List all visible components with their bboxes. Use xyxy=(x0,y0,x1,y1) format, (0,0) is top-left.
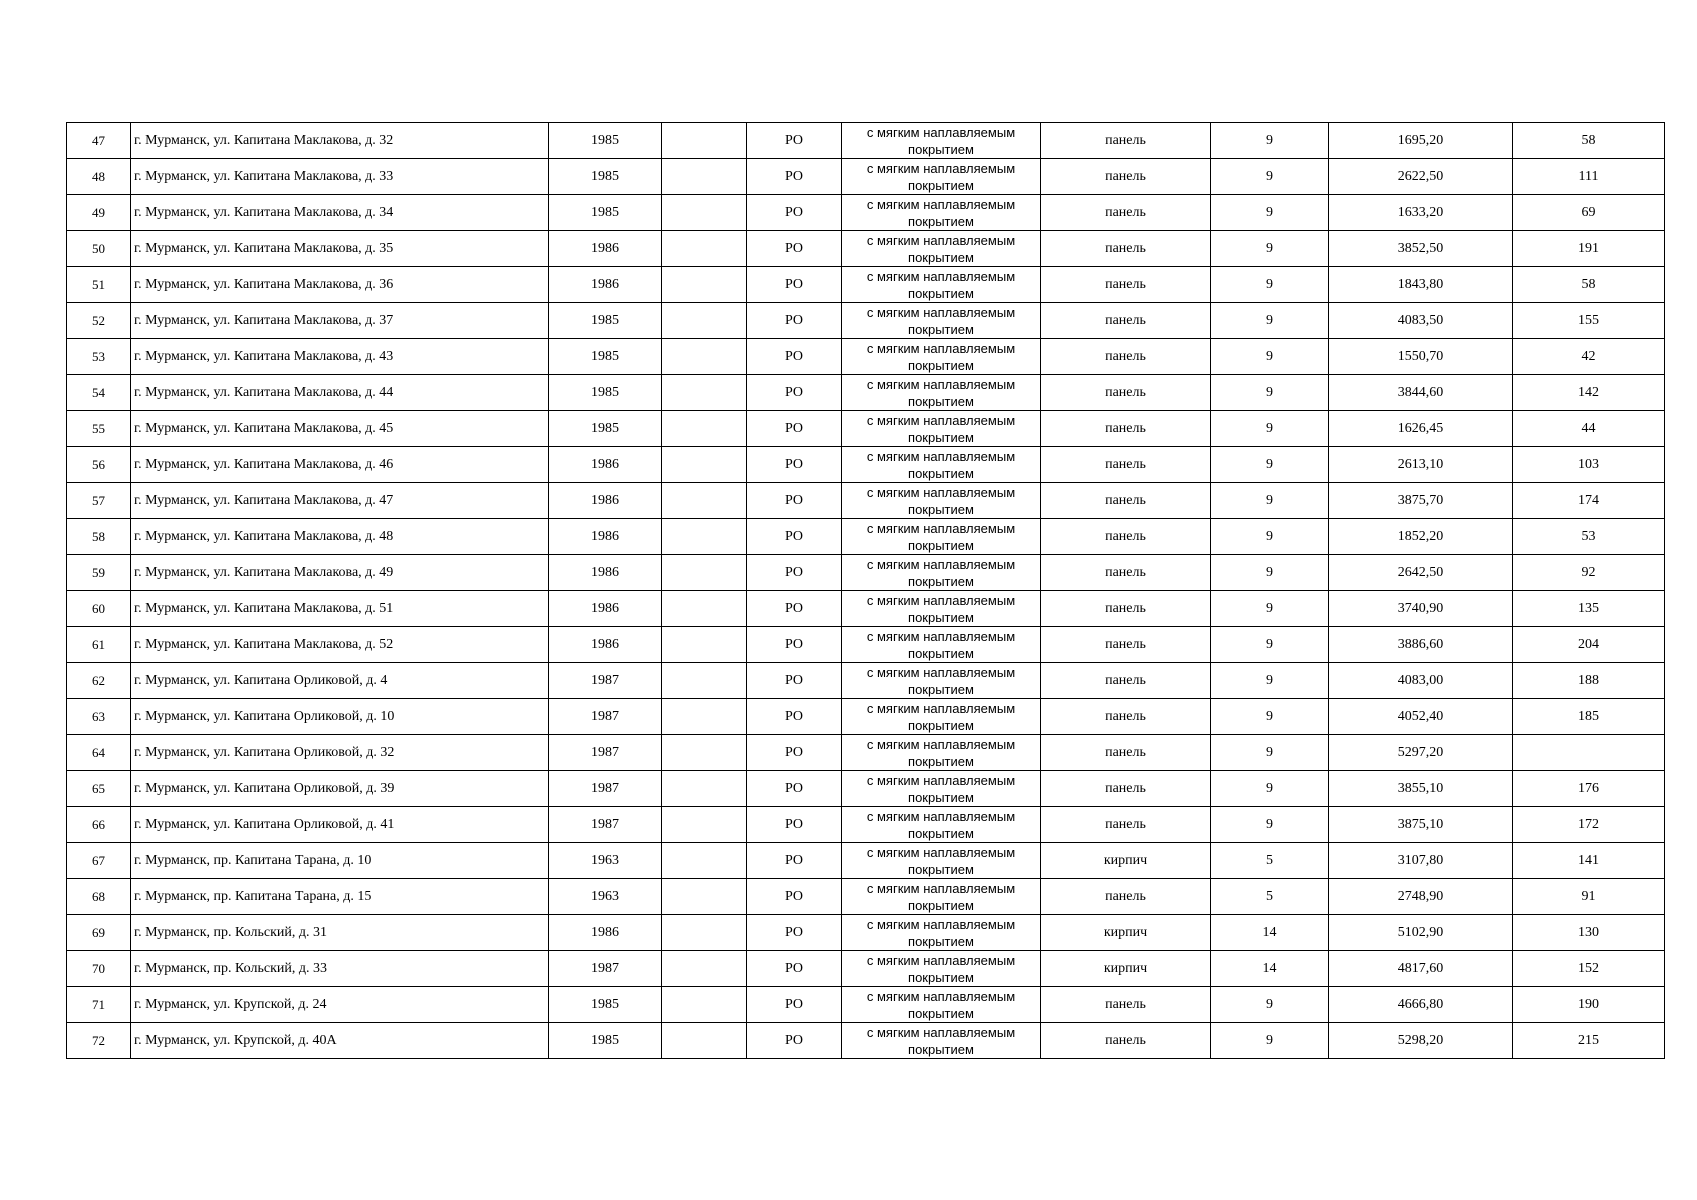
residents-cell: 204 xyxy=(1513,627,1665,663)
floors-cell: 14 xyxy=(1211,951,1329,987)
residents-cell: 53 xyxy=(1513,519,1665,555)
area-cell: 2622,50 xyxy=(1329,159,1513,195)
table-row xyxy=(67,951,1665,987)
fund-code-cell: РО xyxy=(747,627,842,663)
floors-cell: 14 xyxy=(1211,915,1329,951)
address-cell: г. Мурманск, пр. Кольский, д. 31 xyxy=(131,915,549,951)
residents-cell: 176 xyxy=(1513,771,1665,807)
wall-material-cell: панель xyxy=(1041,735,1211,771)
wall-material-cell: панель xyxy=(1041,771,1211,807)
area-cell: 3886,60 xyxy=(1329,627,1513,663)
floors-cell: 9 xyxy=(1211,267,1329,303)
area-cell: 3855,10 xyxy=(1329,771,1513,807)
year-built-cell: 1985 xyxy=(549,159,662,195)
wall-material-cell: панель xyxy=(1041,879,1211,915)
roof-type-cell: с мягким наплавляемым покрытием xyxy=(842,447,1041,483)
floors-cell: 9 xyxy=(1211,1023,1329,1059)
address-cell: г. Мурманск, ул. Капитана Орликовой, д. 4 xyxy=(131,663,549,699)
residents-cell: 142 xyxy=(1513,375,1665,411)
row-number-cell: 58 xyxy=(67,519,131,555)
residents-cell: 91 xyxy=(1513,879,1665,915)
year-built-cell: 1985 xyxy=(549,1023,662,1059)
empty-cell xyxy=(662,879,747,915)
year-built-cell: 1985 xyxy=(549,123,662,159)
residents-cell: 185 xyxy=(1513,699,1665,735)
empty-cell xyxy=(662,807,747,843)
year-built-cell: 1986 xyxy=(549,483,662,519)
wall-material-cell: панель xyxy=(1041,447,1211,483)
floors-cell: 9 xyxy=(1211,123,1329,159)
roof-type-cell: с мягким наплавляемым покрытием xyxy=(842,987,1041,1023)
year-built-cell: 1986 xyxy=(549,555,662,591)
table-row xyxy=(67,483,1665,519)
floors-cell: 9 xyxy=(1211,627,1329,663)
area-cell: 4083,00 xyxy=(1329,663,1513,699)
address-cell: г. Мурманск, ул. Капитана Маклакова, д. 45 xyxy=(131,411,549,447)
wall-material-cell: панель xyxy=(1041,159,1211,195)
address-cell: г. Мурманск, ул. Капитана Маклакова, д. 32 xyxy=(131,123,549,159)
fund-code-cell: РО xyxy=(747,159,842,195)
address-cell: г. Мурманск, ул. Капитана Маклакова, д. 52 xyxy=(131,627,549,663)
fund-code-cell: РО xyxy=(747,951,842,987)
wall-material-cell: панель xyxy=(1041,987,1211,1023)
residents-cell: 103 xyxy=(1513,447,1665,483)
table-row xyxy=(67,303,1665,339)
wall-material-cell: панель xyxy=(1041,195,1211,231)
empty-cell xyxy=(662,447,747,483)
address-cell: г. Мурманск, ул. Капитана Маклакова, д. 47 xyxy=(131,483,549,519)
area-cell: 3852,50 xyxy=(1329,231,1513,267)
year-built-cell: 1985 xyxy=(549,375,662,411)
year-built-cell: 1986 xyxy=(549,267,662,303)
residents-cell: 130 xyxy=(1513,915,1665,951)
residents-cell: 58 xyxy=(1513,267,1665,303)
roof-type-cell: с мягким наплавляемым покрытием xyxy=(842,411,1041,447)
fund-code-cell: РО xyxy=(747,699,842,735)
year-built-cell: 1987 xyxy=(549,699,662,735)
roof-type-cell: с мягким наплавляемым покрытием xyxy=(842,375,1041,411)
address-cell: г. Мурманск, ул. Капитана Маклакова, д. 51 xyxy=(131,591,549,627)
address-cell: г. Мурманск, пр. Капитана Тарана, д. 10 xyxy=(131,843,549,879)
empty-cell xyxy=(662,951,747,987)
empty-cell xyxy=(662,843,747,879)
year-built-cell: 1987 xyxy=(549,951,662,987)
fund-code-cell: РО xyxy=(747,555,842,591)
roof-type-cell: с мягким наплавляемым покрытием xyxy=(842,303,1041,339)
roof-type-cell: с мягким наплавляемым покрытием xyxy=(842,951,1041,987)
table-row xyxy=(67,591,1665,627)
floors-cell: 9 xyxy=(1211,483,1329,519)
fund-code-cell: РО xyxy=(747,195,842,231)
table-row xyxy=(67,699,1665,735)
floors-cell: 9 xyxy=(1211,447,1329,483)
fund-code-cell: РО xyxy=(747,483,842,519)
empty-cell xyxy=(662,555,747,591)
fund-code-cell: РО xyxy=(747,735,842,771)
address-cell: г. Мурманск, ул. Капитана Орликовой, д. 32 xyxy=(131,735,549,771)
floors-cell: 9 xyxy=(1211,555,1329,591)
fund-code-cell: РО xyxy=(747,267,842,303)
row-number-cell: 65 xyxy=(67,771,131,807)
wall-material-cell: панель xyxy=(1041,303,1211,339)
floors-cell: 9 xyxy=(1211,591,1329,627)
table-row xyxy=(67,267,1665,303)
wall-material-cell: панель xyxy=(1041,375,1211,411)
roof-type-cell: с мягким наплавляемым покрытием xyxy=(842,483,1041,519)
table-row xyxy=(67,339,1665,375)
row-number-cell: 55 xyxy=(67,411,131,447)
roof-type-cell: с мягким наплавляемым покрытием xyxy=(842,231,1041,267)
wall-material-cell: панель xyxy=(1041,663,1211,699)
wall-material-cell: панель xyxy=(1041,411,1211,447)
wall-material-cell: панель xyxy=(1041,1023,1211,1059)
empty-cell xyxy=(662,123,747,159)
row-number-cell: 70 xyxy=(67,951,131,987)
area-cell: 2642,50 xyxy=(1329,555,1513,591)
floors-cell: 9 xyxy=(1211,231,1329,267)
empty-cell xyxy=(662,771,747,807)
area-cell: 1626,45 xyxy=(1329,411,1513,447)
row-number-cell: 54 xyxy=(67,375,131,411)
floors-cell: 9 xyxy=(1211,699,1329,735)
floors-cell: 9 xyxy=(1211,411,1329,447)
year-built-cell: 1986 xyxy=(549,519,662,555)
area-cell: 1843,80 xyxy=(1329,267,1513,303)
row-number-cell: 48 xyxy=(67,159,131,195)
address-cell: г. Мурманск, ул. Капитана Маклакова, д. 37 xyxy=(131,303,549,339)
area-cell: 3107,80 xyxy=(1329,843,1513,879)
address-cell: г. Мурманск, ул. Капитана Маклакова, д. 44 xyxy=(131,375,549,411)
roof-type-cell: с мягким наплавляемым покрытием xyxy=(842,555,1041,591)
table-row xyxy=(67,627,1665,663)
roof-type-cell: с мягким наплавляемым покрытием xyxy=(842,591,1041,627)
table-row xyxy=(67,807,1665,843)
wall-material-cell: панель xyxy=(1041,123,1211,159)
table-row xyxy=(67,159,1665,195)
residents-cell: 188 xyxy=(1513,663,1665,699)
roof-type-cell: с мягким наплавляемым покрытием xyxy=(842,123,1041,159)
empty-cell xyxy=(662,627,747,663)
residents-cell: 44 xyxy=(1513,411,1665,447)
year-built-cell: 1986 xyxy=(549,915,662,951)
empty-cell xyxy=(662,375,747,411)
table-row xyxy=(67,555,1665,591)
row-number-cell: 71 xyxy=(67,987,131,1023)
floors-cell: 9 xyxy=(1211,195,1329,231)
area-cell: 4666,80 xyxy=(1329,987,1513,1023)
fund-code-cell: РО xyxy=(747,231,842,267)
residents-cell: 135 xyxy=(1513,591,1665,627)
area-cell: 2748,90 xyxy=(1329,879,1513,915)
row-number-cell: 62 xyxy=(67,663,131,699)
area-cell: 3844,60 xyxy=(1329,375,1513,411)
table-row xyxy=(67,1023,1665,1059)
fund-code-cell: РО xyxy=(747,843,842,879)
address-cell: г. Мурманск, ул. Капитана Маклакова, д. 46 xyxy=(131,447,549,483)
row-number-cell: 51 xyxy=(67,267,131,303)
empty-cell xyxy=(662,735,747,771)
row-number-cell: 52 xyxy=(67,303,131,339)
fund-code-cell: РО xyxy=(747,447,842,483)
roof-type-cell: с мягким наплавляемым покрытием xyxy=(842,843,1041,879)
address-cell: г. Мурманск, ул. Крупской, д. 40А xyxy=(131,1023,549,1059)
empty-cell xyxy=(662,987,747,1023)
table-body xyxy=(67,123,1665,1059)
roof-type-cell: с мягким наплавляемым покрытием xyxy=(842,1023,1041,1059)
residents-cell: 42 xyxy=(1513,339,1665,375)
empty-cell xyxy=(662,699,747,735)
year-built-cell: 1986 xyxy=(549,627,662,663)
residents-cell: 155 xyxy=(1513,303,1665,339)
fund-code-cell: РО xyxy=(747,591,842,627)
table-row xyxy=(67,663,1665,699)
roof-type-cell: с мягким наплавляемым покрытием xyxy=(842,519,1041,555)
row-number-cell: 67 xyxy=(67,843,131,879)
roof-type-cell: с мягким наплавляемым покрытием xyxy=(842,339,1041,375)
wall-material-cell: кирпич xyxy=(1041,843,1211,879)
row-number-cell: 49 xyxy=(67,195,131,231)
roof-type-cell: с мягким наплавляемым покрытием xyxy=(842,267,1041,303)
table-row xyxy=(67,447,1665,483)
empty-cell xyxy=(662,159,747,195)
wall-material-cell: панель xyxy=(1041,807,1211,843)
empty-cell xyxy=(662,195,747,231)
address-cell: г. Мурманск, пр. Кольский, д. 33 xyxy=(131,951,549,987)
residents-cell: 215 xyxy=(1513,1023,1665,1059)
floors-cell: 9 xyxy=(1211,303,1329,339)
row-number-cell: 69 xyxy=(67,915,131,951)
residents-cell: 172 xyxy=(1513,807,1665,843)
fund-code-cell: РО xyxy=(747,1023,842,1059)
year-built-cell: 1985 xyxy=(549,339,662,375)
wall-material-cell: панель xyxy=(1041,483,1211,519)
area-cell: 5297,20 xyxy=(1329,735,1513,771)
residents-cell: 111 xyxy=(1513,159,1665,195)
housing-registry-table xyxy=(66,122,1665,1059)
year-built-cell: 1987 xyxy=(549,663,662,699)
residents-cell: 174 xyxy=(1513,483,1665,519)
row-number-cell: 68 xyxy=(67,879,131,915)
fund-code-cell: РО xyxy=(747,915,842,951)
wall-material-cell: панель xyxy=(1041,339,1211,375)
row-number-cell: 53 xyxy=(67,339,131,375)
roof-type-cell: с мягким наплавляемым покрытием xyxy=(842,879,1041,915)
residents-cell: 152 xyxy=(1513,951,1665,987)
floors-cell: 5 xyxy=(1211,879,1329,915)
area-cell: 1550,70 xyxy=(1329,339,1513,375)
floors-cell: 9 xyxy=(1211,339,1329,375)
table-row xyxy=(67,987,1665,1023)
year-built-cell: 1985 xyxy=(549,303,662,339)
address-cell: г. Мурманск, ул. Капитана Орликовой, д. 39 xyxy=(131,771,549,807)
fund-code-cell: РО xyxy=(747,879,842,915)
floors-cell: 9 xyxy=(1211,663,1329,699)
year-built-cell: 1986 xyxy=(549,591,662,627)
address-cell: г. Мурманск, ул. Капитана Маклакова, д. 33 xyxy=(131,159,549,195)
row-number-cell: 66 xyxy=(67,807,131,843)
wall-material-cell: панель xyxy=(1041,519,1211,555)
row-number-cell: 64 xyxy=(67,735,131,771)
floors-cell: 9 xyxy=(1211,987,1329,1023)
residents-cell xyxy=(1513,735,1665,771)
area-cell: 1633,20 xyxy=(1329,195,1513,231)
floors-cell: 9 xyxy=(1211,771,1329,807)
table-row xyxy=(67,411,1665,447)
floors-cell: 9 xyxy=(1211,159,1329,195)
area-cell: 2613,10 xyxy=(1329,447,1513,483)
empty-cell xyxy=(662,411,747,447)
address-cell: г. Мурманск, ул. Капитана Маклакова, д. 34 xyxy=(131,195,549,231)
wall-material-cell: панель xyxy=(1041,699,1211,735)
area-cell: 5102,90 xyxy=(1329,915,1513,951)
empty-cell xyxy=(662,339,747,375)
year-built-cell: 1985 xyxy=(549,987,662,1023)
fund-code-cell: РО xyxy=(747,303,842,339)
fund-code-cell: РО xyxy=(747,375,842,411)
year-built-cell: 1986 xyxy=(549,231,662,267)
fund-code-cell: РО xyxy=(747,411,842,447)
roof-type-cell: с мягким наплавляемым покрытием xyxy=(842,663,1041,699)
address-cell: г. Мурманск, ул. Капитана Орликовой, д. 10 xyxy=(131,699,549,735)
floors-cell: 9 xyxy=(1211,807,1329,843)
wall-material-cell: панель xyxy=(1041,627,1211,663)
residents-cell: 58 xyxy=(1513,123,1665,159)
address-cell: г. Мурманск, пр. Капитана Тарана, д. 15 xyxy=(131,879,549,915)
fund-code-cell: РО xyxy=(747,519,842,555)
area-cell: 1695,20 xyxy=(1329,123,1513,159)
fund-code-cell: РО xyxy=(747,123,842,159)
area-cell: 4052,40 xyxy=(1329,699,1513,735)
residents-cell: 191 xyxy=(1513,231,1665,267)
wall-material-cell: панель xyxy=(1041,591,1211,627)
area-cell: 5298,20 xyxy=(1329,1023,1513,1059)
empty-cell xyxy=(662,591,747,627)
address-cell: г. Мурманск, ул. Капитана Маклакова, д. 43 xyxy=(131,339,549,375)
roof-type-cell: с мягким наплавляемым покрытием xyxy=(842,771,1041,807)
area-cell: 4083,50 xyxy=(1329,303,1513,339)
year-built-cell: 1985 xyxy=(549,195,662,231)
roof-type-cell: с мягким наплавляемым покрытием xyxy=(842,159,1041,195)
row-number-cell: 63 xyxy=(67,699,131,735)
empty-cell xyxy=(662,267,747,303)
floors-cell: 9 xyxy=(1211,519,1329,555)
roof-type-cell: с мягким наплавляемым покрытием xyxy=(842,627,1041,663)
row-number-cell: 57 xyxy=(67,483,131,519)
wall-material-cell: панель xyxy=(1041,231,1211,267)
table-row xyxy=(67,195,1665,231)
area-cell: 1852,20 xyxy=(1329,519,1513,555)
residents-cell: 69 xyxy=(1513,195,1665,231)
empty-cell xyxy=(662,303,747,339)
table-row xyxy=(67,519,1665,555)
address-cell: г. Мурманск, ул. Капитана Маклакова, д. 36 xyxy=(131,267,549,303)
fund-code-cell: РО xyxy=(747,663,842,699)
fund-code-cell: РО xyxy=(747,339,842,375)
roof-type-cell: с мягким наплавляемым покрытием xyxy=(842,807,1041,843)
roof-type-cell: с мягким наплавляемым покрытием xyxy=(842,699,1041,735)
area-cell: 3740,90 xyxy=(1329,591,1513,627)
table-row xyxy=(67,843,1665,879)
residents-cell: 92 xyxy=(1513,555,1665,591)
address-cell: г. Мурманск, ул. Капитана Орликовой, д. 41 xyxy=(131,807,549,843)
table-row xyxy=(67,123,1665,159)
table-row xyxy=(67,915,1665,951)
address-cell: г. Мурманск, ул. Крупской, д. 24 xyxy=(131,987,549,1023)
area-cell: 4817,60 xyxy=(1329,951,1513,987)
wall-material-cell: панель xyxy=(1041,267,1211,303)
table-row xyxy=(67,771,1665,807)
roof-type-cell: с мягким наплавляемым покрытием xyxy=(842,735,1041,771)
empty-cell xyxy=(662,1023,747,1059)
year-built-cell: 1987 xyxy=(549,735,662,771)
fund-code-cell: РО xyxy=(747,807,842,843)
roof-type-cell: с мягким наплавляемым покрытием xyxy=(842,195,1041,231)
roof-type-cell: с мягким наплавляемым покрытием xyxy=(842,915,1041,951)
row-number-cell: 72 xyxy=(67,1023,131,1059)
table-row xyxy=(67,735,1665,771)
residents-cell: 190 xyxy=(1513,987,1665,1023)
row-number-cell: 56 xyxy=(67,447,131,483)
year-built-cell: 1963 xyxy=(549,843,662,879)
floors-cell: 9 xyxy=(1211,375,1329,411)
empty-cell xyxy=(662,663,747,699)
year-built-cell: 1987 xyxy=(549,807,662,843)
empty-cell xyxy=(662,519,747,555)
year-built-cell: 1987 xyxy=(549,771,662,807)
year-built-cell: 1963 xyxy=(549,879,662,915)
year-built-cell: 1986 xyxy=(549,447,662,483)
wall-material-cell: кирпич xyxy=(1041,915,1211,951)
table-row xyxy=(67,879,1665,915)
address-cell: г. Мурманск, ул. Капитана Маклакова, д. 49 xyxy=(131,555,549,591)
row-number-cell: 47 xyxy=(67,123,131,159)
row-number-cell: 59 xyxy=(67,555,131,591)
table-row xyxy=(67,231,1665,267)
address-cell: г. Мурманск, ул. Капитана Маклакова, д. 48 xyxy=(131,519,549,555)
empty-cell xyxy=(662,231,747,267)
row-number-cell: 61 xyxy=(67,627,131,663)
year-built-cell: 1985 xyxy=(549,411,662,447)
wall-material-cell: панель xyxy=(1041,555,1211,591)
fund-code-cell: РО xyxy=(747,987,842,1023)
area-cell: 3875,10 xyxy=(1329,807,1513,843)
row-number-cell: 50 xyxy=(67,231,131,267)
wall-material-cell: кирпич xyxy=(1041,951,1211,987)
fund-code-cell: РО xyxy=(747,771,842,807)
table-row xyxy=(67,375,1665,411)
address-cell: г. Мурманск, ул. Капитана Маклакова, д. 35 xyxy=(131,231,549,267)
residents-cell: 141 xyxy=(1513,843,1665,879)
floors-cell: 5 xyxy=(1211,843,1329,879)
area-cell: 3875,70 xyxy=(1329,483,1513,519)
empty-cell xyxy=(662,483,747,519)
row-number-cell: 60 xyxy=(67,591,131,627)
floors-cell: 9 xyxy=(1211,735,1329,771)
empty-cell xyxy=(662,915,747,951)
